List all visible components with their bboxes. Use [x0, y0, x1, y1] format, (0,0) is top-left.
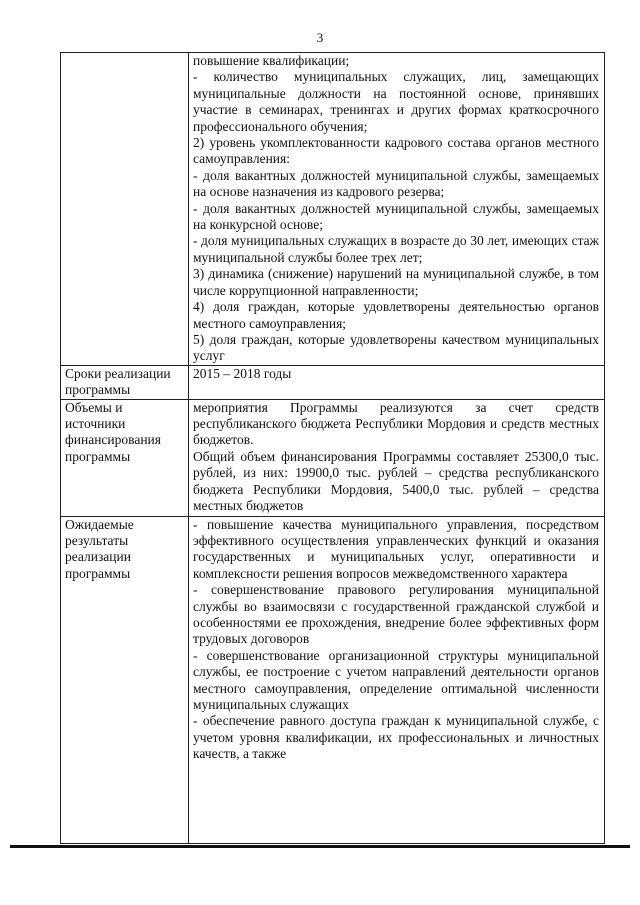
content-paragraph: 2) уровень укомплектованности кадрового состава органов местного самоуправления: — [193, 135, 599, 167]
content-paragraph: мероприятия Программы реализуются за счет средств республиканского бюджета Республики Мордовия и средств местных бюджетов. — [193, 399, 599, 448]
row-label-indicators — [61, 53, 189, 366]
content-paragraph: повышение квалификации; — [193, 53, 350, 68]
table-row-financing — [61, 399, 605, 516]
content-paragraph: - повышение качества муниципального управления, посредством эффективного осуществления управленческих функций и оказания государственных и муниципальных услуг, оперативности и комплексности решения вопросов межведомственного характера — [193, 516, 599, 581]
content-paragraph: - обеспечение равного доступа граждан к муниципальной службе, с учетом уровня квалификации, их профессиональных и личностных качеств, а также — [193, 713, 599, 762]
content-paragraph: 3) динамика (снижение) нарушений на муниципальной службе, в том числе коррупционной направленности; — [193, 266, 599, 298]
program-passport-table — [60, 52, 605, 844]
row-label-results: Ожидаемые результаты реализации программы — [61, 516, 189, 843]
table-row-terms — [61, 365, 605, 399]
bottom-divider — [10, 845, 630, 848]
content-paragraph: Общий объем финансирования Программы составляет 25300,0 тыс. рублей, из них: 19900,0 тыс. рублей – средства республиканского бюджета Республики Мордовия, 5400,0 тыс. рублей – средства местных бюджетов — [193, 448, 599, 513]
content-paragraph: 5) доля граждан, которые удовлетворены качеством муниципальных услуг — [193, 331, 599, 364]
content-paragraph: - количество муниципальных служащих, лиц, замещающих муниципальные должности на постоянной основе, принявших участие в семинарах, тренингах и других формах краткосрочного профессионального обучения; — [193, 69, 599, 134]
content-paragraph: 4) доля граждан, которые удовлетворены деятельностью органов местного самоуправления; — [193, 299, 599, 331]
table-row-indicators — [61, 53, 605, 366]
row-label-terms: Сроки реализации программы — [61, 365, 189, 399]
content-paragraph: 2015 – 2018 годы — [193, 365, 292, 381]
content-paragraph: - доля вакантных должностей муниципальной службы, замещаемых на основе назначения из кадрового резерва; — [193, 167, 599, 200]
content-paragraph: - совершенствование правового регулирования муниципальной службы во взаимосвязи с государственной гражданской службой и особенностями ее прохождения, внедрение более эффективных форм трудовых договоров — [193, 582, 599, 647]
row-content-indicators — [189, 53, 605, 366]
row-content-financing — [189, 399, 605, 516]
table-row-results — [61, 516, 605, 843]
content-paragraph: - совершенствование организационной структуры муниципальной службы, ее построение с учетом направлений деятельности органов местного самоуправления, определение оптимальной численности муниципальных служащих — [193, 647, 599, 712]
row-content-results — [189, 516, 605, 843]
content-paragraph: - доля вакантных должностей муниципальной службы, замещаемых на конкурсной основе; — [193, 200, 599, 233]
page-number: 3 — [316, 30, 324, 45]
row-label-financing: Объемы и источники финансирования программы — [61, 399, 189, 516]
row-content-terms — [189, 365, 605, 399]
content-paragraph: - доля муниципальных служащих в возрасте до 30 лет, имеющих стаж муниципальной службы более трех лет; — [193, 233, 599, 265]
